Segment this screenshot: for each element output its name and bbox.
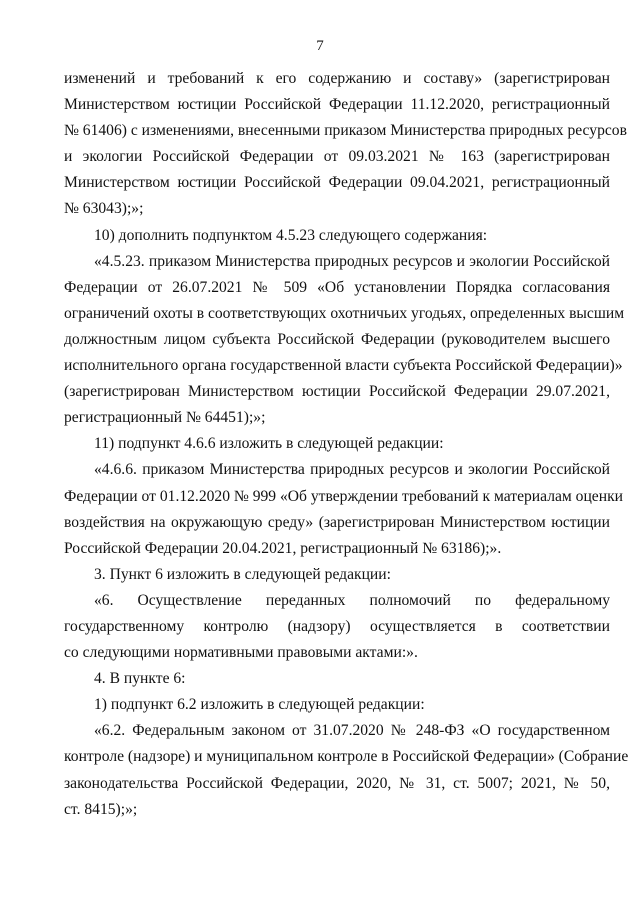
text-line: должностным лицом субъекта Российской Федерации (руководителем высшего	[64, 330, 610, 348]
text-line: 10) дополнить подпунктом 4.5.23 следующего содержания:	[94, 226, 488, 244]
page-number: 7	[316, 38, 324, 54]
text-line: Российской Федерации 20.04.2021, регистрационный № 63186);».	[64, 539, 502, 557]
text-line: «6. Осуществление переданных полномочий по федеральному	[94, 591, 610, 609]
text-line: ограничений охоты в соответствующих охотничьих угодьях, определенных высшим	[64, 304, 625, 322]
text-line: исполнительного органа государственной власти субъекта Российской Федерации)»	[64, 357, 623, 375]
text-line: изменений и требований к его содержанию и составу» (зарегистрирован	[64, 70, 610, 87]
text-line: Федерации от 01.12.2020 № 999 «Об утверждении требований к материалам оценки	[64, 487, 623, 505]
text-line: 1) подпункт 6.2 изложить в следующей редакции:	[94, 696, 425, 714]
text-line: № 63043);»;	[64, 200, 144, 218]
text-line: законодательства Российской Федерации, 2020, № 31, ст. 5007; 2021, № 50,	[64, 774, 610, 792]
text-line: «4.5.23. приказом Министерства природных ресурсов и экологии Российской	[94, 252, 610, 270]
document-body	[64, 66, 629, 823]
text-line: воздействия на окружающую среду» (зарегистрирован Министерством юстиции	[64, 513, 610, 531]
text-line: «4.6.6. приказом Министерства природных ресурсов и экологии Российской	[94, 461, 610, 479]
text-line: и экологии Российской Федерации от 09.03.2021 № 163 (зарегистрирован	[64, 148, 610, 166]
text-line: 4. В пункте 6:	[94, 670, 186, 688]
text-line: (зарегистрирован Министерством юстиции Российской Федерации 29.07.2021,	[64, 383, 610, 401]
text-line: регистрационный № 64451);»;	[64, 409, 266, 427]
text-line: Федерации от 26.07.2021 № 509 «Об установлении Порядка согласования	[64, 278, 610, 296]
text-line: «6.2. Федеральным законом от 31.07.2020 № 248-ФЗ «О государственном	[94, 722, 610, 740]
text-line: ст. 8415);»;	[64, 800, 138, 818]
text-line: государственному контролю (надзору) осуществляется в соответствии	[64, 617, 610, 635]
text-line: 11) подпункт 4.6.6 изложить в следующей редакции:	[94, 435, 444, 453]
text-line: 3. Пункт 6 изложить в следующей редакции:	[94, 565, 391, 583]
text-line: Министерством юстиции Российской Федерации 11.12.2020, регистрационный	[64, 96, 610, 114]
text-line: контроле (надзоре) и муниципальном контроле в Российской Федерации» (Собрание	[64, 748, 629, 766]
text-line: № 61406) с изменениями, внесенными приказом Министерства природных ресурсов	[64, 122, 627, 140]
text-line: со следующими нормативными правовыми актами:».	[64, 644, 418, 662]
text-line: Министерством юстиции Российской Федерации 09.04.2021, регистрационный	[64, 174, 610, 192]
